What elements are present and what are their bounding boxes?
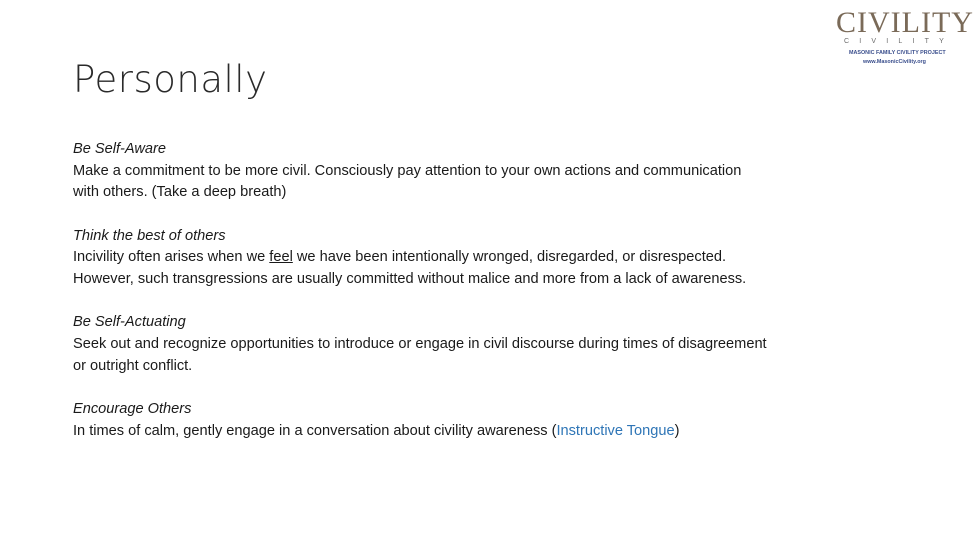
section-text-line: [73, 421, 873, 443]
section-heading: Be Self-Actuating: [73, 314, 186, 331]
text-segment: Incivility often arises when we: [73, 249, 270, 266]
underlined-word: feel: [269, 249, 293, 266]
text-segment: ): [674, 422, 680, 439]
section-heading: Think the best of others: [73, 227, 226, 244]
slide-content: [73, 139, 873, 464]
section-text-line: [73, 247, 873, 269]
section-heading: Encourage Others: [73, 400, 192, 417]
section-text-line: or outright conflict.: [73, 357, 193, 374]
section-text-line: However, such transgressions are usually committed without malice and more from a lack of awareness.: [73, 271, 747, 288]
section-text-line: Make a commitment to be more civil. Consciously pay attention to your own actions and communication: [73, 162, 742, 179]
section-encourage-others: [73, 399, 873, 442]
section-text-line: Seek out and recognize opportunities to introduce or engage in civil discourse during times of disagreement: [73, 335, 767, 352]
logo-project-name: MASONIC FAMILY CIVILITY PROJECT: [849, 50, 946, 56]
section-think-best: [73, 226, 873, 291]
logo-url: www.MasonicCivility.org: [863, 59, 926, 65]
instructive-tongue-link[interactable]: Instructive Tongue: [556, 422, 675, 439]
logo-wordmark: CIVILITY: [836, 6, 974, 39]
section-self-actuating: [73, 312, 873, 377]
section-self-aware: [73, 139, 873, 204]
section-heading: Be Self-Aware: [73, 141, 167, 157]
logo-subword: CIVILITY: [844, 38, 954, 45]
section-text-line: with others. (Take a deep breath): [73, 184, 287, 201]
slide-title: Personally: [73, 58, 268, 101]
civility-logo: [830, 6, 974, 68]
text-segment: we have been intentionally wronged, disregarded, or disrespected.: [292, 249, 727, 266]
text-segment: In times of calm, gently engage in a conversation about civility awareness (: [73, 422, 557, 439]
